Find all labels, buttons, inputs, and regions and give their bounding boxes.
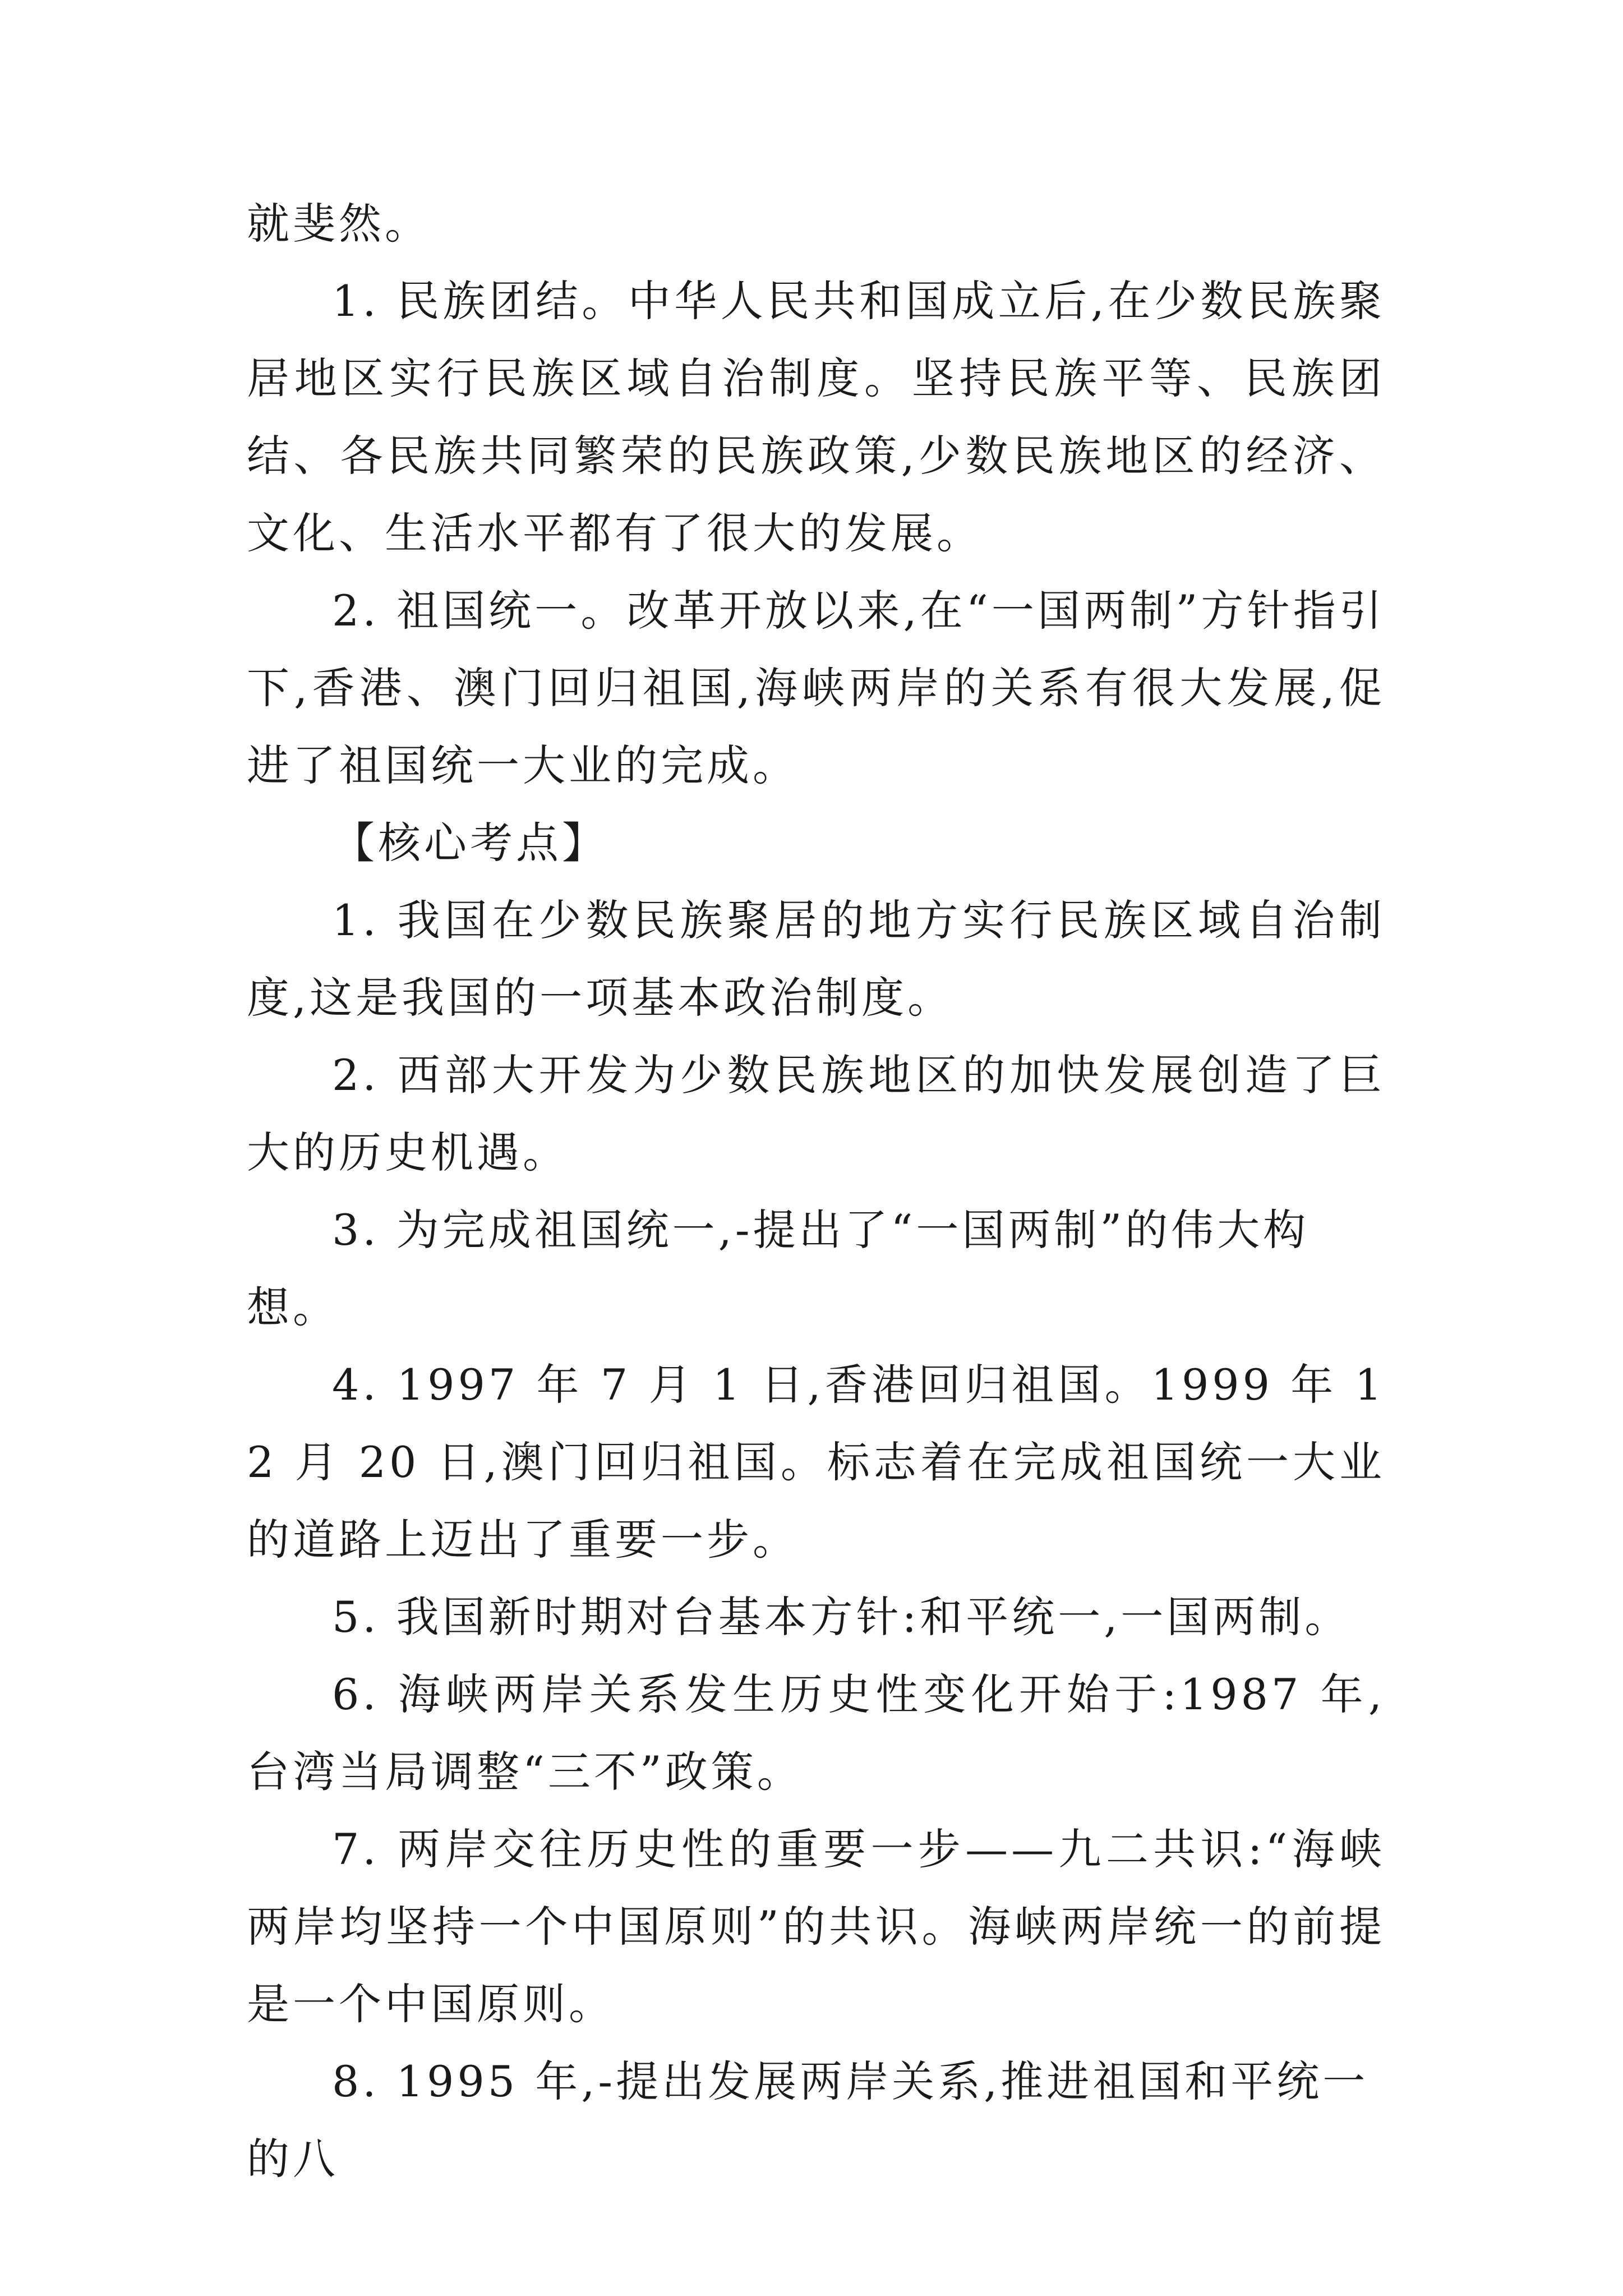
core-point-1: 1. 我国在少数民族聚居的地方实行民族区域自治制度,这是我国的一项基本政治制度。	[247, 895, 1385, 1023]
core-point-5: 5. 我国新时期对台基本方针:和平统一,一国两制。	[332, 1592, 1351, 1642]
document-body	[247, 185, 1385, 2198]
core-point-4: 4. 1997 年 7 月 1 日,香港回归祖国。1999 年 12 月 20 日,澳门回归祖国。标志着在完成祖国统一大业的道路上迈出了重要一步。	[247, 1360, 1385, 1565]
section-heading-core-points: 【核心考点】	[332, 818, 608, 868]
core-point-7: 7. 两岸交往历史性的重要一步——九二共识:“海峡两岸均坚持一个中国原则”的共识。海峡两岸统一的前提是一个中国原则。	[247, 1824, 1385, 2029]
core-point-2: 2. 西部大开发为少数民族地区的加快发展创造了巨大的历史机遇。	[247, 1050, 1385, 1177]
core-point-8: 8. 1995 年,-提出发展两岸关系,推进祖国和平统一的八	[247, 2056, 1369, 2184]
core-point-3: 3. 为完成祖国统一,-提出了“一国两制”的伟大构想。	[247, 1205, 1310, 1332]
paragraph-national-reunification: 2. 祖国统一。改革开放以来,在“一国两制”方针指引下,香港、澳门回归祖国,海峡两岸的关系有很大发展,促进了祖国统一大业的完成。	[247, 586, 1385, 790]
paragraph-ethnic-unity: 1. 民族团结。中华人民共和国成立后,在少数民族聚居地区实行民族区域自治制度。坚持民族平等、民族团结、各民族共同繁荣的民族政策,少数民族地区的经济、文化、生活水平都有了很大的发展。	[247, 276, 1385, 558]
paragraph-continuation: 就斐然。	[247, 199, 431, 249]
core-point-6: 6. 海峡两岸关系发生历史性变化开始于:1987 年,台湾当局调整“三不”政策。	[247, 1669, 1385, 1797]
